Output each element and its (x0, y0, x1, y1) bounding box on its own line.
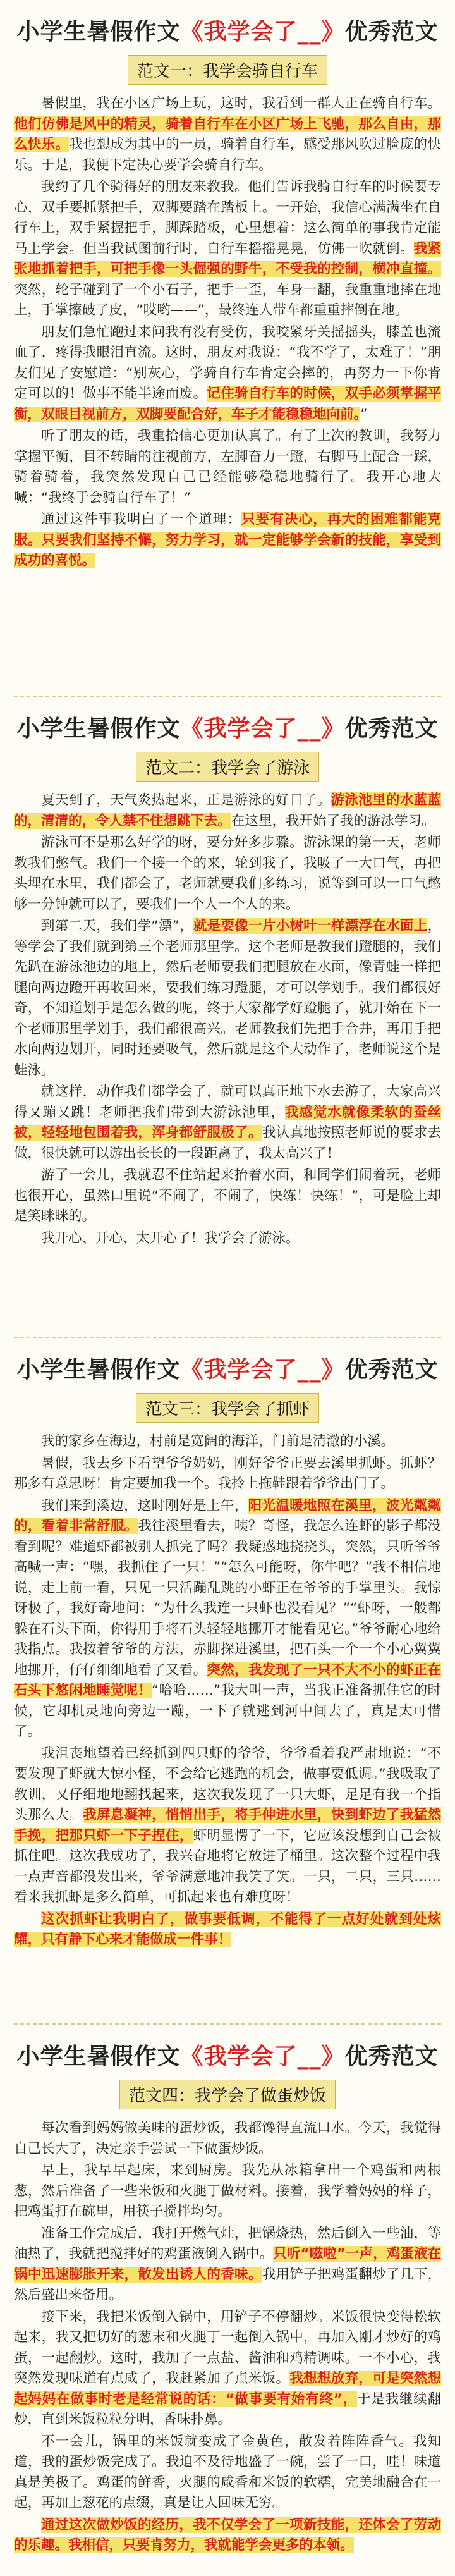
highlighted-sentence: 我想想放弃，可是突然想起妈妈在做事时老是经常说的话：“做事要有始有终”， (14, 2371, 441, 2407)
title-book: 《我学会了__》 (180, 716, 345, 742)
highlighted-sentence: 我感觉水就像柔软的蚕丝被，轻轻地包围着我，浑身都舒服极了。 (14, 1104, 441, 1141)
essay-paragraph (14, 1432, 441, 1452)
paragraph-text: 暑假里，我在小区广场上玩，这时，我看到一群人正在骑自行车。 (41, 95, 441, 111)
essay-paragraph (14, 2224, 441, 2306)
paragraph-text: 夏天到了，天气炎热起来，正是游泳的好日子。 (41, 792, 331, 808)
essay-subtitle: 范文一：我学会骑自行车 (128, 55, 327, 85)
paragraph-text: 在这里，我开始了我的游泳学习。 (231, 813, 435, 829)
essay-paragraph (14, 1496, 441, 1743)
paragraph-text: 就这样，动作我们都学会了，就可以真正地下水去游了，大家高兴得又蹦又跳！老师把我们带到大游泳池里， (14, 1084, 441, 1120)
essay-body (14, 790, 441, 1249)
paragraph-text: 早上，我早早起床，来到厨房。我先从冰箱拿出一个鸡蛋和两根葱，然后准备了一些米饭和火腿丁做材料。接着，我学着妈妈的样子，把鸡蛋打在碗里，用筷子搅拌均匀。 (14, 2162, 441, 2219)
title-prefix: 小学生暑假作文 (16, 2044, 181, 2070)
paragraph-text: 我也想成为其中的一员，骑着自行车，感受那风吹过脸庞的快乐。于是，我便下定决心要学会骑自行车。 (14, 137, 441, 173)
essay-paragraph (14, 790, 441, 831)
title-suffix: 优秀范文 (344, 716, 439, 742)
essay-subtitle: 范文二：我学会了游泳 (136, 752, 319, 782)
essay-paragraph (14, 916, 441, 1081)
highlighted-sentence: 我屏息凝神，悄悄出手，将手伸进水里，快到虾边了我猛然手挽，把那只虾一下子捏住， (14, 1807, 441, 1844)
section-title (14, 1352, 441, 1384)
essay-body (14, 2118, 441, 2556)
essay-section-4 (0, 2025, 455, 2576)
paragraph-text: 虾明显愣了一下，它应该没想到自己会被抓住吧。这次我成功了，我兴奋地将它放进了桶里。这次整个过程中我一点声音都没发出来，爷爷满意地冲我笑了笑。一只，二只，三只……看来我抓虾是多么简单，可抓起来也有难度呀！ (14, 1827, 441, 1905)
paragraph-text: 暑假，我去乡下看望爷爷奶奶，刚好爷爷正要去溪里抓虾。抓虾？那多有意思呀！肯定要加我一个。我拎上拖鞋跟着爷爷出门了。 (14, 1455, 441, 1492)
paragraph-text: 到第二天，我们学“漂”， (41, 918, 193, 934)
essay-body (14, 1432, 441, 1951)
essay-paragraph (14, 1454, 441, 1495)
title-prefix: 小学生暑假作文 (16, 1357, 181, 1383)
paragraph-text: 游了一会儿，我就忍不住站起来抬着水面，和同学们闹着玩，老师也很开心，虽然口里说“不闹了，不闹了，快练！快练！”，可是脸上却是笑眯眯的。 (14, 1167, 441, 1224)
essay-paragraph (14, 2432, 441, 2514)
essay-paragraph (14, 1744, 441, 1908)
highlighted-sentence: 游泳池里的水蓝蓝的，清清的，令人禁不住想跳下去。 (14, 792, 441, 829)
title-book: 《我学会了__》 (180, 1357, 345, 1383)
paragraph-text: 听了朋友的话，我重拾信心更加认真了。有了上次的教训，我努力掌握平衡，目不转睛的注视前方，左脚奋力一蹬，右脚马上配合一踩，骑着骑着，我突然发现自己已经能够稳稳地骑行了。我开心地大喊：“我终于会骑自行车了！” (14, 428, 441, 506)
paragraph-text: 不一会儿，锅里的米饭就变成了金黄色，散发着阵阵香气。我知道，我的蛋炒饭完成了。我迫不及待地盛了一碗，尝了一口，哇！味道真是美极了。鸡蛋的鲜香，火腿的咸香和米饭的软糯，完美地融合在一起，再加上葱花的点缀，真是让人回味无穷。 (14, 2433, 441, 2511)
paragraph-text: 我开心、开心、太开心了！我学会了游泳。 (41, 1230, 300, 1246)
highlighted-sentence: 他们仿佛是风中的精灵，骑着自行车在小区广场上飞驰，那么自由，那么快乐。 (14, 116, 441, 152)
essay-paragraph (14, 1165, 441, 1227)
paragraph-text: 游泳可不是那么好学的呀，要分好多步骤。游泳课的第一天，老师教我们憋气。我们一个接一个的来，轮到我了，我吸了一大口气，再把头埋在水里，我们都会了，老师就要我们多练习，说等到可以一口气憋够一分钟就可以了，要我们一个人一个人的来。 (14, 835, 441, 912)
title-book: 《我学会了__》 (180, 19, 345, 45)
paragraph-text: 我往溪里看去，咦？奇怪，我怎么连虾的影子都没看到呢？难道虾都被别人抓完了吗？我疑惑地挠挠头，突然，只听爷爷高喊一声：“嘿，我抓住了一只！”“怎么可能呀，你牛吧？”我不相信地说，走上前一看，只见一只活蹦乱跳的小虾正在爷爷的手掌里头。我惊讶极了，我好奇地问：“为什么我连一只虾也没看见？”“虾呀，一般都躲在石头下面，你得用手将石头轻轻地挪开才能看见它。”爷爷耐心地给我指点。我按着爷爷的方法，赤脚探进溪里，把石头一个一个小心翼翼地挪开，仔仔细细地看了又看。 (14, 1518, 441, 1678)
title-suffix: 优秀范文 (344, 2044, 439, 2070)
paragraph-text: 我的家乡在海边，村前是宽阔的海洋，门前是清澈的小溪。 (41, 1433, 395, 1449)
highlighted-sentence: 就是要像一片小树叶一样漂浮在水面上 (193, 918, 428, 934)
essay-section-3 (0, 1338, 455, 2023)
paragraph-text: 我约了几个骑得好的朋友来教我。他们告诉我骑自行车的时候要专心，双手要抓紧把手，双脚要踏在踏板上。一开始，我信心满满坐在自行车上，双手紧握把手，脚踩踏板，心里想着：这么简单的事我肯定能马上学会。但当我试图前行时，自行车摇摇晃晃，仿佛一吹就倒。 (14, 179, 441, 257)
essay-subtitle: 范文四：我学会了做蛋炒饭 (119, 2080, 336, 2109)
essay-section-2 (0, 697, 455, 1337)
title-suffix: 优秀范文 (344, 19, 439, 45)
essay-section-1 (0, 0, 455, 696)
highlighted-sentence: 通过这次做炒饭的经历，我不仅学会了一项新技能，还体会了劳动的乐趣。我相信，只要肯努力，我就能学会更多的本领。 (14, 2517, 441, 2553)
essay-paragraph (14, 2161, 441, 2223)
title-suffix: 优秀范文 (344, 1357, 439, 1383)
title-prefix: 小学生暑假作文 (16, 716, 181, 742)
essay-paragraph (14, 1082, 441, 1164)
essay-body (14, 94, 441, 572)
highlighted-sentence: 只要有决心，再大的困难都能克服。只要我们坚持不懈，努力学习，就一定能够学会新的技能，享受到成功的喜悦。 (14, 512, 441, 568)
section-title (14, 2039, 441, 2071)
highlighted-sentence: 这次抓虾让我明白了，做事要低调，不能得了一点好处就到处炫耀，只有静下心来才能做成一件事！ (14, 1911, 441, 1947)
section-title (14, 14, 441, 46)
title-book: 《我学会了__》 (180, 2044, 345, 2070)
essay-paragraph (14, 833, 441, 915)
paragraph-text: 每次看到妈妈做美味的蛋炒饭，我都馋得直流口水。今天，我觉得自己长大了，决定亲手尝试一下做蛋炒饭。 (14, 2120, 441, 2157)
highlighted-sentence: 我紧张地抓着把手，可把手像一头倔强的野牛，不受我的控制，横冲直撞。 (14, 240, 441, 277)
paragraph-text: 准备工作完成后，我打开燃气灶，把锅烧热，然后倒入一些油，等油热了，我就把搅拌好的鸡蛋液倒入锅中。 (14, 2225, 441, 2262)
paragraph-text: 通过这件事我明白了一个道理： (41, 512, 242, 527)
title-prefix: 小学生暑假作文 (16, 19, 181, 45)
paragraph-text: ，等学会了我们就到第三个老师那里学。这个老师是教我们蹬腿的，我们先趴在游泳池边的地上，然后老师要我们把腿放在水面，像青蛙一样把腿向两边蹬开再收回来，要我们练习蹬腿，才可以学划手。我们都很好奇，不知道划手是怎么做的呢，终于大家都学好蹬腿了，就开始在下一个老师那里学划手，我们都很高兴。老师教我们先把手合并，再用手把水向两边划开，同时还要吸气，然后就是这个大动作了，老师说这个是蛙泳。 (14, 918, 441, 1078)
highlighted-sentence: 只听“嗞啦”一声，鸡蛋液在锅中迅速膨胀开来，散发出诱人的香味。 (14, 2246, 441, 2283)
essay-paragraph (14, 1910, 441, 1951)
paragraph-text: “哈哈……”我大叫一声，当我正准备抓住它的时候，它却机灵地向旁边一蹦，一下子就逃到河中间去了，真是太可惜了。 (14, 1683, 441, 1739)
highlighted-sentence: 突然，我发现了一只不大不小的虾正在石头下悠闲地睡觉呢！ (14, 1662, 441, 1698)
paragraph-text: 朋友们急忙跑过来问我有没有受伤，我咬紧牙关摇摇头，膝盖也流血了，疼得我眼泪直流。这时，朋友对我说：“我不学了，太难了！”朋友们见了安慰道：“别灰心，学骑自行车肯定会摔的，再努力一下你肯定可以的！做事不能半途而废。 (14, 324, 441, 402)
essay-paragraph (14, 322, 441, 426)
paragraph-text: 我认真地按照老师说的要求去做，很快就可以游出长长的一段距离了，我太高兴了！ (14, 1125, 441, 1162)
paragraph-text: 突然，轮子碰到了一个小石子，把手一歪，车身一翻，我重重地摔在地上，手掌擦破了皮，“哎哟——”，最终连人带车都重重摔倒在地。 (14, 281, 441, 318)
essay-paragraph (14, 426, 441, 508)
paragraph-text: 于是我继续翻炒，直到米饭粒粒分明，香味扑鼻。 (14, 2391, 441, 2427)
paragraph-text: 我沮丧地望着已经抓到四只虾的爷爷，爷爷看着我严肃地说：“不要发现了虾就大惊小怪，不会给它逃跑的机会，做事要低调。”我吸取了教训，又仔细地地翻找起来，这次我发现了一只大虾，足足有我一个指头那么大。 (14, 1745, 441, 1823)
section-title (14, 711, 441, 743)
paragraph-text: 我们来到溪边，这时刚好是上午， (41, 1497, 248, 1514)
essay-paragraph (14, 510, 441, 572)
paragraph-text: ” (360, 406, 368, 422)
paragraph-text: 接下来，我把米饭倒入锅中，用铲子不停翻炒。米饭很快变得松软起来，我又把切好的葱末和火腿丁一起倒入锅中，再加入刚才炒好的鸡蛋，一起翻炒。这时，我加了一点盐、酱油和鸡精调味。一不小心，我突然发现味道有点咸了，我赶紧加了点米饭。 (14, 2309, 441, 2386)
essay-paragraph (14, 177, 441, 321)
highlighted-sentence: 阳光温暖地照在溪里，波光粼粼的，看着非常舒服。 (14, 1497, 441, 1534)
essay-paragraph (14, 2307, 441, 2431)
highlighted-sentence: 记住骑自行车的时候，双手必须掌握平衡，双眼目视前方，双脚要配合好，车子才能稳稳地向前。 (14, 386, 441, 422)
essay-paragraph (14, 2118, 441, 2159)
essay-paragraph (14, 1229, 441, 1249)
essay-paragraph (14, 2515, 441, 2556)
essay-subtitle: 范文三：我学会了抓虾 (136, 1393, 319, 1423)
paragraph-text: 我用铲子把鸡蛋翻炒了几下，然后盛出来备用。 (14, 2266, 441, 2303)
essay-paragraph (14, 94, 441, 176)
